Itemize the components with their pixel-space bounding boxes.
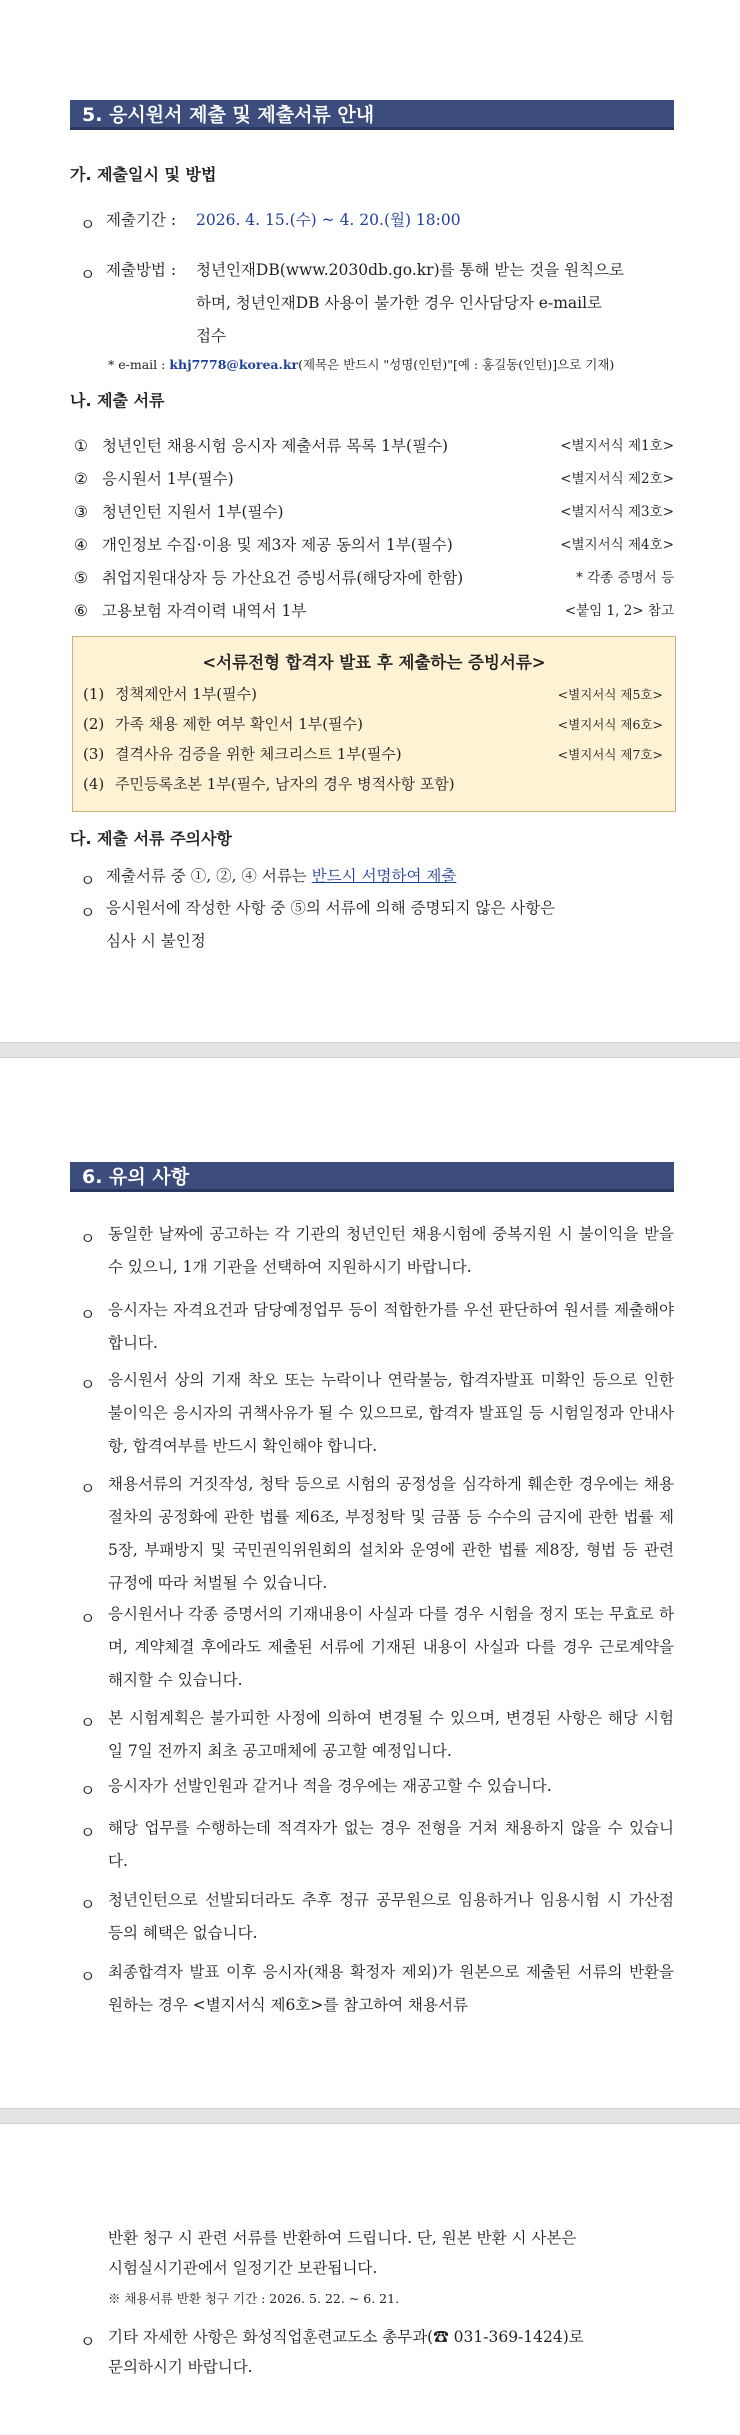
bullet: ㅇ — [80, 2332, 96, 2351]
method-line-1: 청년인재DB(www.2030db.go.kr)를 통해 받는 것을 원칙으로 — [196, 261, 625, 279]
method-line-2: 하며, 청년인재DB 사용이 불가한 경우 인사담당자 e-mail로 — [196, 294, 603, 312]
box-item-reference: <별지서식 제6호> — [557, 717, 663, 732]
doc-number: ① — [74, 437, 88, 455]
notice-item: 최종합격자 발표 이후 응시자(채용 확정자 제외)가 원본으로 제출된 서류의 반환을 원하는 경우 <별지서식 제6호>를 참고하여 채용서류 — [108, 1963, 674, 2014]
return-period-note: ※ 채용서류 반환 청구 기간 : 2026. 5. 22. ~ 6. 21. — [108, 2291, 400, 2306]
doc-item — [74, 533, 674, 557]
bullet: ㅇ — [80, 1967, 96, 1986]
bullet: ㅇ — [80, 265, 96, 284]
doc-number: ③ — [74, 503, 88, 521]
box-item-number: (1) — [83, 685, 105, 703]
box-item-number: (4) — [83, 775, 105, 793]
page-1 — [0, 0, 740, 1042]
subsection-da-title: 다. 제출 서류 주의사항 — [70, 829, 232, 848]
method-line-3: 접수 — [196, 327, 226, 345]
notice-item: 동일한 날짜에 공고하는 각 기관의 청년인턴 채용시험에 중복지원 시 불이익을 받을 수 있으니, 1개 기관을 선택하여 지원하시기 바랍니다. — [108, 1225, 674, 1276]
bullet: ㅇ — [80, 1823, 96, 1842]
doc-label: 청년인턴 지원서 1부(필수) — [102, 503, 284, 521]
notice-item: 본 시험계획은 불가피한 사정에 의하여 변경될 수 있으며, 변경된 사항은 해당 시험일 7일 전까지 최초 공고매체에 공고할 예정입니다. — [108, 1709, 674, 1760]
notice-item: 응시자는 자격요건과 담당예정업무 등이 적합한가를 우선 판단하여 원서를 제출해야 합니다. — [108, 1301, 674, 1352]
section-5-banner: 5. 응시원서 제출 및 제출서류 안내 — [70, 100, 674, 130]
doc-reference: <별지서식 제3호> — [560, 504, 674, 520]
bullet: ㅇ — [80, 1713, 96, 1732]
page-2 — [0, 1058, 740, 2108]
email-note — [108, 348, 614, 381]
doc-label: 개인정보 수집·이용 및 제3자 제공 동의서 1부(필수) — [102, 536, 453, 554]
period-value: 2026. 4. 15.(수) ~ 4. 20.(월) 18:00 — [196, 211, 461, 229]
box-item-number: (2) — [83, 715, 105, 733]
caution-2-line-1: 응시원서에 작성한 사항 중 ⑤의 서류에 의해 증명되지 않은 사항은 — [106, 899, 556, 917]
contact-line-2: 문의하시기 바랍니다. — [108, 2358, 253, 2376]
box-item — [83, 683, 663, 704]
caution-1-text: 제출서류 중 ①, ②, ④ 서류는 — [106, 867, 307, 885]
page-separator — [0, 1042, 740, 1058]
notice-item: 응시자가 선발인원과 같거나 적을 경우에는 재공고할 수 있습니다. — [108, 1777, 552, 1795]
notice-item: 응시원서나 각종 증명서의 기재내용이 사실과 다를 경우 시험을 정지 또는 무효로 하며, 계약체결 후에라도 제출된 서류에 기재된 내용이 사실과 다를 경우 근로계약을 해지할 수 있습니다. — [108, 1605, 674, 1689]
box-item-label: 주민등록초본 1부(필수, 남자의 경우 병적사항 포함) — [115, 775, 455, 793]
section-6-banner: 6. 유의 사항 — [70, 1162, 674, 1192]
box-item-number: (3) — [83, 745, 105, 763]
bullet: ㅇ — [80, 871, 96, 890]
method-label: 제출방법 : — [106, 261, 177, 279]
box-title: <서류전형 합격자 발표 후 제출하는 증빙서류> — [202, 653, 546, 672]
page-separator — [0, 2108, 740, 2124]
subsection-ga-title: 가. 제출일시 및 방법 — [70, 165, 217, 184]
doc-item — [74, 434, 674, 458]
page-3 — [0, 2124, 740, 2435]
bullet: ㅇ — [80, 1229, 96, 1248]
doc-item — [74, 566, 674, 590]
doc-label: 취업지원대상자 등 가산요건 증빙서류(해당자에 한함) — [102, 569, 464, 587]
doc-reference: * 각종 증명서 등 — [576, 570, 674, 586]
caution-2-line-2: 심사 시 불인정 — [106, 932, 206, 950]
email-prefix: * e-mail : — [108, 357, 166, 372]
doc-number: ② — [74, 470, 88, 488]
bullet: ㅇ — [80, 1479, 96, 1498]
doc-reference: <별지서식 제2호> — [560, 471, 674, 487]
box-item-label: 가족 채용 제한 여부 확인서 1부(필수) — [115, 715, 363, 733]
box-item-label: 결격사유 검증을 위한 체크리스트 1부(필수) — [115, 745, 402, 763]
notice-item: 청년인턴으로 선발되더라도 추후 정규 공무원으로 임용하거나 임용시험 시 가산점 등의 혜택은 없습니다. — [108, 1891, 674, 1942]
box-item — [83, 743, 663, 764]
doc-reference: <별지서식 제1호> — [560, 438, 674, 454]
return-line-1: 반환 청구 시 관련 서류를 반환하여 드립니다. 단, 원본 반환 시 사본은 — [108, 2229, 577, 2247]
box-item — [83, 713, 663, 734]
caution-1 — [106, 860, 456, 893]
doc-reference: <붙임 1, 2> 참고 — [564, 603, 674, 619]
doc-number: ⑥ — [74, 602, 88, 620]
box-item-reference: <별지서식 제7호> — [557, 747, 663, 762]
bullet: ㅇ — [80, 215, 96, 234]
email-instruction: (제목은 반드시 "성명(인턴)"[예 : 홍길동(인턴)]으로 기재) — [298, 357, 615, 372]
notice-item: 응시원서 상의 기재 착오 또는 누락이나 연락불능, 합격자발표 미확인 등으로 인한 불이익은 응시자의 귀책사유가 될 수 있으므로, 합격자 발표일 등 시험일정과 안내사항, 합격여부를 반드시 확인해야 합니다. — [108, 1371, 674, 1455]
caution-1-emphasis: 반드시 서명하여 제출 — [311, 867, 457, 885]
box-item-reference: <별지서식 제5호> — [557, 687, 663, 702]
box-item-label: 정책제안서 1부(필수) — [115, 685, 257, 703]
doc-number: ⑤ — [74, 569, 88, 587]
period-label: 제출기간 : — [106, 211, 177, 229]
bullet: ㅇ — [80, 1895, 96, 1914]
doc-item — [74, 599, 674, 623]
return-line-2: 시험실시기관에서 일정기간 보관됩니다. — [108, 2259, 378, 2277]
doc-item — [74, 500, 674, 524]
doc-item — [74, 467, 674, 491]
bullet: ㅇ — [80, 903, 96, 922]
bullet: ㅇ — [80, 1375, 96, 1394]
bullet: ㅇ — [80, 1609, 96, 1628]
bullet: ㅇ — [80, 1305, 96, 1324]
box-item — [83, 773, 663, 794]
post-announcement-docs-box — [72, 636, 676, 812]
notice-item: 해당 업무를 수행하는데 적격자가 없는 경우 전형을 거쳐 채용하지 않을 수 있습니다. — [108, 1819, 674, 1870]
contact-line-1: 기타 자세한 사항은 화성직업훈련교도소 총무과(☎ 031-369-1424)로 — [108, 2328, 584, 2346]
subsection-na-title: 나. 제출 서류 — [70, 391, 165, 410]
doc-label: 응시원서 1부(필수) — [102, 470, 234, 488]
doc-label: 고용보험 자격이력 내역서 1부 — [102, 602, 307, 620]
email-link[interactable]: khj7778@korea.kr — [169, 357, 299, 372]
doc-number: ④ — [74, 536, 88, 554]
doc-reference: <별지서식 제4호> — [560, 537, 674, 553]
bullet: ㅇ — [80, 1781, 96, 1800]
notice-item: 채용서류의 거짓작성, 청탁 등으로 시험의 공정성을 심각하게 훼손한 경우에는 채용절차의 공정화에 관한 법률 제6조, 부정청탁 및 금품 등 수수의 금지에 관한 법률 제5장, 부패방지 및 국민권익위원회의 설치와 운영에 관한 법률 제8장, 형법 등 관련 규정에 따라 처벌될 수 있습니다. — [108, 1475, 674, 1592]
doc-label: 청년인턴 채용시험 응시자 제출서류 목록 1부(필수) — [102, 437, 449, 455]
